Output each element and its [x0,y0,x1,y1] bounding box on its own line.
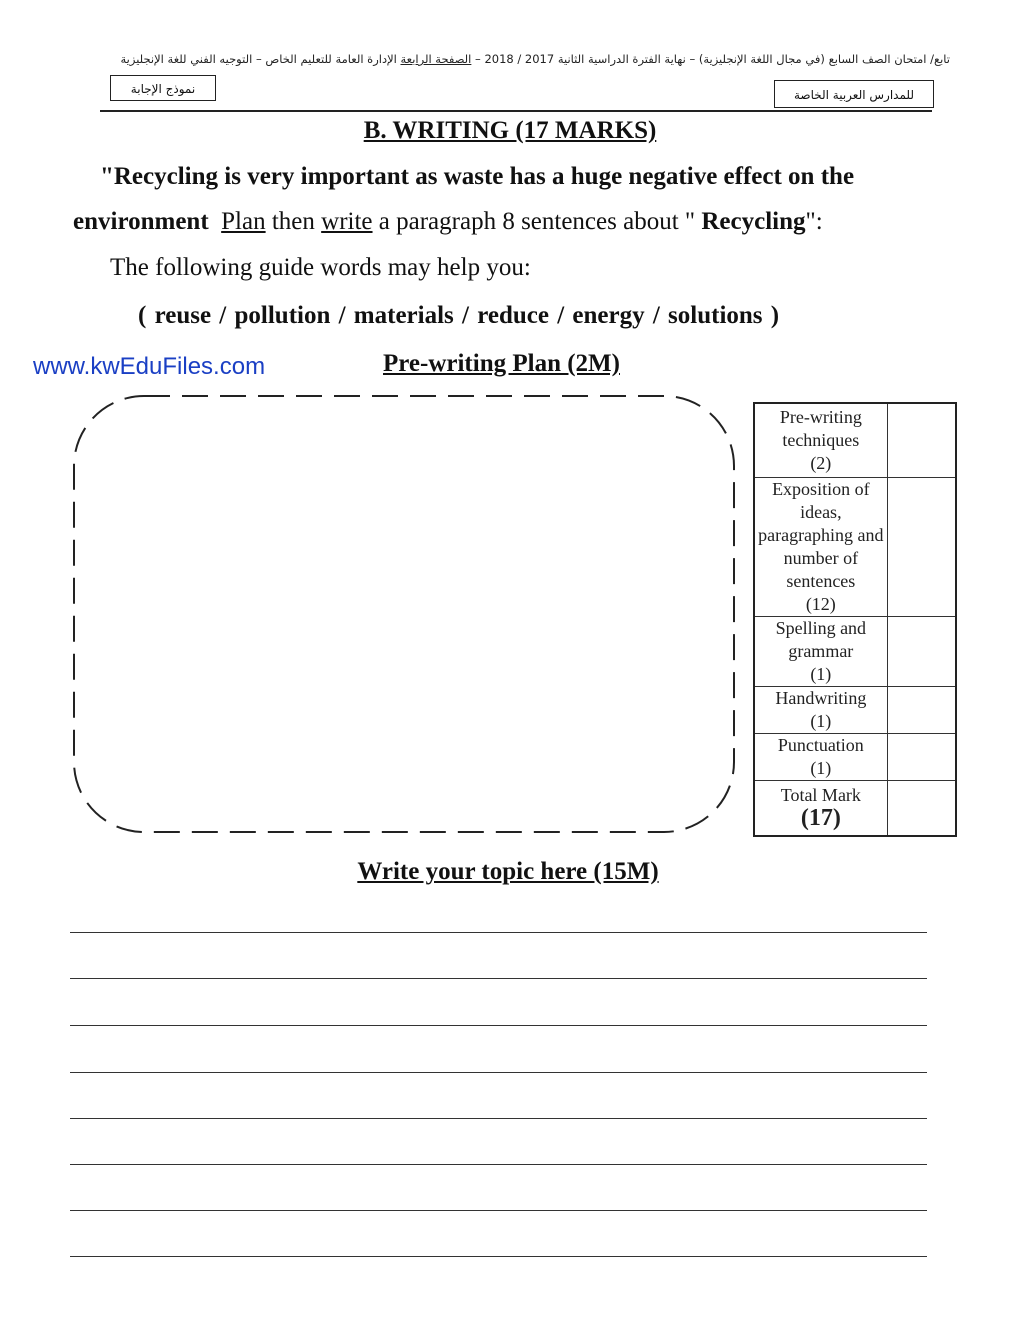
criterion-cell [754,477,887,616]
score-cell[interactable] [887,616,956,686]
plan-box-border [74,396,734,832]
writing-line[interactable] [70,978,927,979]
guide-words: ( reuse / pollution / materials / reduce / energy / solutions ) [138,302,780,329]
header-divider [100,110,932,112]
watermark-url: www.kwEduFiles.com [33,353,266,380]
criterion-label: Spelling and grammar [775,617,867,661]
total-label: Total Mark [780,785,861,806]
criterion-label: Handwriting [775,687,867,708]
topic-title: Write your topic here (15M) [357,858,659,885]
prewriting-plan-box[interactable] [70,390,742,838]
criterion-cell [754,616,887,686]
score-cell[interactable] [887,686,956,733]
exam-header-line [100,52,950,66]
writing-line[interactable] [70,1164,927,1165]
marks-row [754,403,956,477]
plan-title: Pre-writing Plan (2M) [383,350,620,377]
guide-intro: The following guide words may help you: [110,254,531,281]
writing-line[interactable] [70,1118,927,1119]
criterion-points: (12) [805,593,836,614]
prompt-then: then [265,208,322,235]
criterion-label: Exposition of ideas, paragraphing and number of sentences [758,478,884,591]
schools-box: للمدارس العربية الخاصة [774,80,934,108]
prompt-line-1: "Recycling is very important as waste has a huge negative effect on the [100,163,855,190]
score-cell[interactable] [887,733,956,780]
total-score-cell[interactable] [887,780,956,836]
answer-model-box: نموذج الإجابة [110,75,216,101]
prompt-line-2 [73,208,823,236]
criterion-label: Punctuation [777,734,864,755]
total-cell [754,780,887,836]
marks-table [753,402,957,837]
marks-row [754,686,956,733]
header-text-part2: الإدارة العامة للتعليم الخاص – التوجيه الفني للغة الإنجليزية [120,52,401,66]
prompt-plan: Plan [221,208,266,235]
total-points: (17) [800,805,841,832]
criterion-points: (1) [810,757,832,778]
prompt-middle: a paragraph 8 sentences about " [372,208,702,235]
header-page-label: الصفحة الرابعة [400,52,472,66]
marks-row [754,616,956,686]
marks-row [754,733,956,780]
score-cell[interactable] [887,403,956,477]
section-title: B. WRITING (17 MARKS) [363,117,657,144]
criterion-cell [754,733,887,780]
writing-line[interactable] [70,1210,927,1211]
writing-line[interactable] [70,932,927,933]
prompt-write: write [321,208,373,235]
prompt-environment: environment [73,208,209,235]
criterion-cell [754,686,887,733]
prompt-topic: Recycling [701,208,806,235]
prompt-end: ": [805,208,823,235]
marks-row [754,477,956,616]
writing-line[interactable] [70,1025,927,1026]
criterion-points: (1) [810,710,832,731]
score-cell[interactable] [887,477,956,616]
criterion-cell [754,403,887,477]
writing-line[interactable] [70,1072,927,1073]
criterion-points: (2) [810,452,832,473]
criterion-points: (1) [810,663,832,684]
total-row [754,780,956,836]
writing-line[interactable] [70,1256,927,1257]
header-text-part1: تابع/ امتحان الصف السابع (في مجال اللغة الإنجليزية) – نهاية الفترة الدراسية الثانية 2017 / 2018 – [471,52,950,66]
criterion-label: Pre-writing techniques [779,406,862,450]
